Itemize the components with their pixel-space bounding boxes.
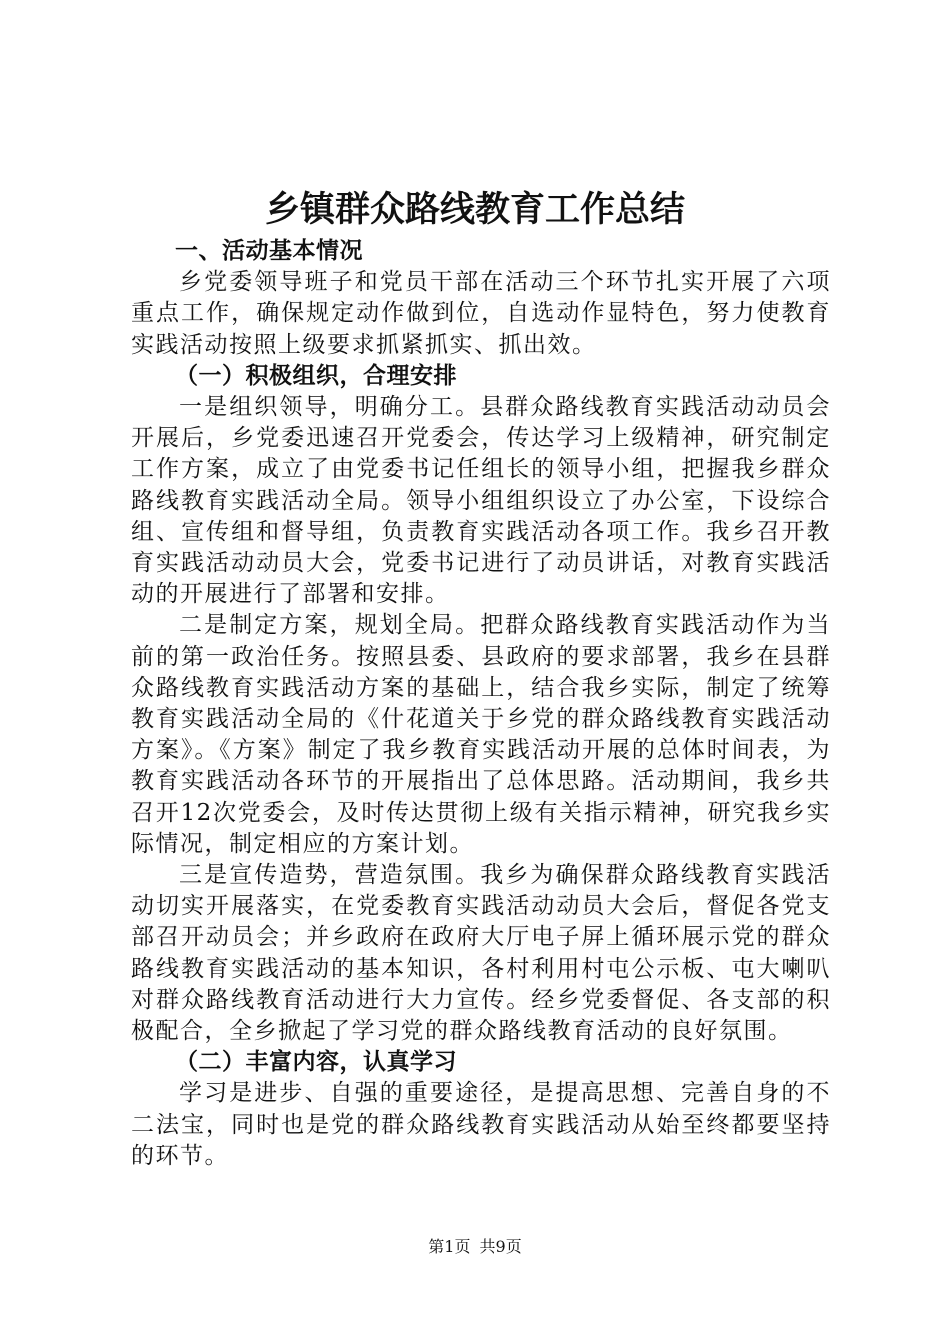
subsection-heading: （一）积极组织，合理安排 bbox=[175, 362, 457, 389]
paragraph: 一是组织领导，明确分工。县群众路线教育实践活动动员会开展后，乡党委迅速召开党委会，传达学习上级精神，研究制定工作方案，成立了由党委书记任组长的领导小组，把握我乡群众路线教育实践活动全局。领导小组组织设立了办公室，下设综合组、宣传组和督导组，负责教育实践活动各项工作。我乡召开教育实践活动动员大会，党委书记进行了动员讲话，对教育实践活动的开展进行了部署和安排。 bbox=[131, 394, 831, 608]
document-title: 乡镇群众路线教育工作总结 bbox=[264, 190, 685, 230]
paragraph: 学习是进步、自强的重要途径，是提高思想、完善自身的不二法宝，同时也是党的群众路线教育实践活动从始至终都要坚持的环节。 bbox=[131, 1080, 831, 1169]
section-heading: 一、活动基本情况 bbox=[175, 238, 363, 264]
page-total: 共9页 bbox=[479, 1237, 522, 1256]
paragraph: 三是宣传造势，营造氛围。我乡为确保群众路线教育实践活动切实开展落实，在党委教育实践活动动员大会后，督促各党支部召开动员会；并乡政府在政府大厅电子屏上循环展示党的群众路线教育实践活动的基本知识，各村利用村屯公示板、屯大喇叭对群众路线教育活动进行大力宣传。经乡党委督促、各支部的积极配合，全乡掀起了学习党的群众路线教育活动的良好氛围。 bbox=[131, 862, 831, 1045]
page-footer bbox=[0, 1236, 950, 1258]
paragraph: 乡党委领导班子和党员干部在活动三个环节扎实开展了六项重点工作，确保规定动作做到位，自选动作显特色，努力使教育实践活动按照上级要求抓紧抓实、抓出效。 bbox=[131, 269, 831, 358]
page-number: 第1页 bbox=[428, 1237, 471, 1256]
paragraph: 二是制定方案，规划全局。把群众路线教育实践活动作为当前的第一政治任务。按照县委、县政府的要求部署，我乡在县群众路线教育实践活动方案的基础上，结合我乡实际，制定了统筹教育实践活动全局的《什花道关于乡党的群众路线教育实践活动方案》。《方案》制定了我乡教育实践活动开展的总体时间表，为教育实践活动各环节的开展指出了总体思路。活动期间，我乡共召开12次党委会，及时传达贯彻上级有关指示精神，研究我乡实际情况，制定相应的方案计划。 bbox=[131, 612, 831, 857]
document-body bbox=[131, 236, 831, 1172]
subsection-heading: （二）丰富内容，认真学习 bbox=[175, 1049, 457, 1076]
